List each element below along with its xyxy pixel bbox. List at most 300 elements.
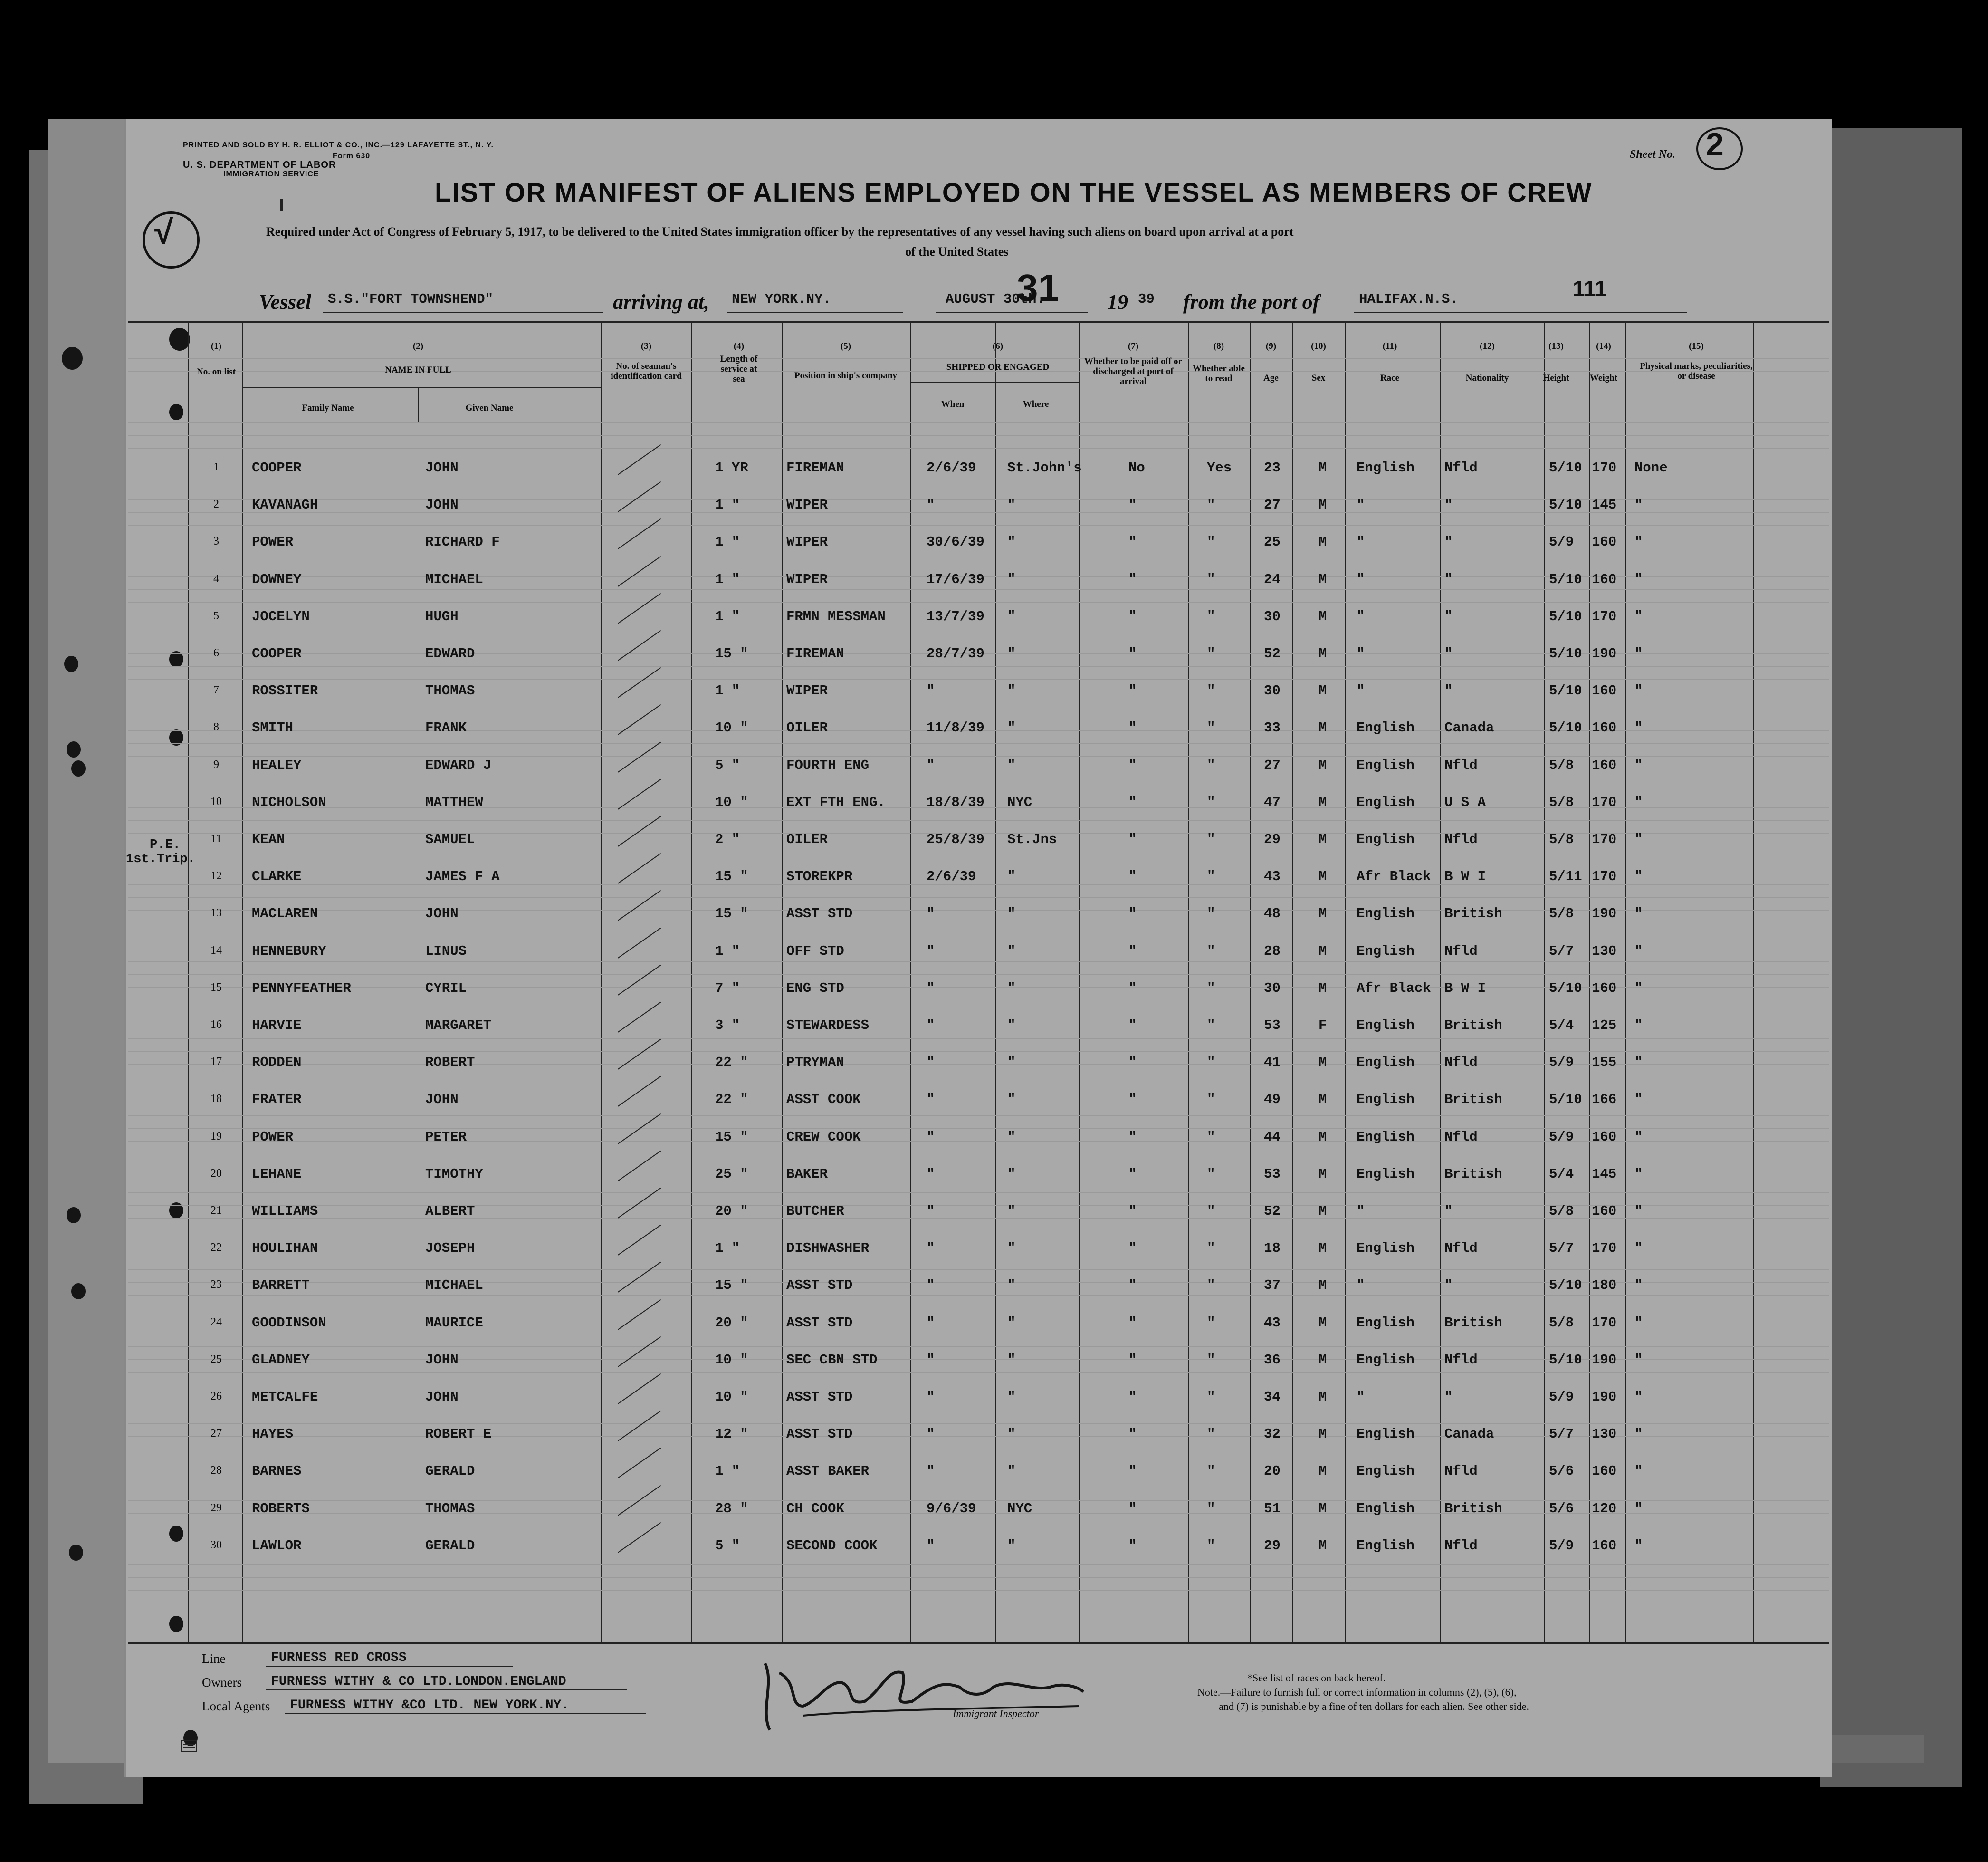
physical-marks-cell: "	[1634, 1129, 1643, 1145]
punch-hole	[62, 347, 83, 370]
nationality-cell: "	[1444, 572, 1453, 587]
family-name-cell: GOODINSON	[252, 1315, 326, 1331]
sex-cell: M	[1319, 980, 1327, 996]
family-name-cell: WILLIAMS	[252, 1203, 318, 1219]
given-name-cell: ALBERT	[425, 1203, 475, 1219]
punch-hole	[169, 328, 190, 351]
age-cell: 30	[1264, 609, 1281, 624]
row-number-cell: 27	[210, 1427, 222, 1440]
local-agents-label: Local Agents	[202, 1699, 270, 1713]
height-cell: 5/7	[1549, 943, 1574, 959]
length-of-service-cell: 1 "	[715, 1463, 740, 1479]
row-number-cell: 1	[213, 461, 219, 473]
weight-cell: 160	[1592, 1129, 1617, 1145]
sex-cell: M	[1319, 943, 1327, 959]
races-note: *See list of races on back hereof.	[1247, 1672, 1386, 1684]
age-cell: 44	[1264, 1129, 1281, 1145]
shipped-when-cell: "	[927, 1352, 935, 1368]
shipped-where-cell: St.Jns	[1007, 832, 1057, 847]
table-column-rule	[910, 323, 911, 1642]
shipped-when-cell: "	[927, 1240, 935, 1256]
height-cell: 5/8	[1549, 1203, 1574, 1219]
family-name-cell: KEAN	[252, 832, 285, 847]
paid-off-cell: "	[1128, 1315, 1137, 1331]
physical-marks-cell: "	[1634, 1277, 1643, 1293]
shipped-where-cell: St.John's	[1007, 460, 1082, 476]
ruled-line	[128, 602, 1829, 603]
position-cell: WIPER	[786, 497, 828, 513]
length-of-service-cell: 22 "	[715, 1055, 748, 1070]
family-name-cell: COOPER	[252, 460, 302, 476]
length-of-service-cell: 1 "	[715, 683, 740, 699]
race-cell: English	[1357, 1092, 1415, 1107]
physical-marks-cell: "	[1634, 497, 1643, 513]
given-name-cell: GERALD	[425, 1538, 475, 1554]
nationality-cell: Canada	[1444, 1426, 1494, 1442]
able-to-read-cell: "	[1207, 1017, 1215, 1033]
row-number-cell: 2	[213, 498, 219, 510]
given-name-cell: JAMES F A	[425, 869, 500, 884]
family-name-cell: POWER	[252, 534, 294, 550]
physical-marks-cell: "	[1634, 609, 1643, 624]
position-cell: OILER	[786, 720, 828, 736]
age-cell: 52	[1264, 646, 1281, 662]
paid-off-cell: "	[1128, 683, 1137, 699]
shipped-subheader-rule	[910, 382, 1079, 383]
given-name-cell: ROBERT	[425, 1055, 475, 1070]
able-to-read-cell: "	[1207, 646, 1215, 662]
race-cell: "	[1357, 1389, 1365, 1405]
race-cell: English	[1357, 1166, 1415, 1182]
given-name-cell: JOHN	[425, 1352, 459, 1368]
weight-cell: 130	[1592, 943, 1617, 959]
sex-cell: M	[1319, 609, 1327, 624]
shipped-where-cell: "	[1007, 1055, 1016, 1070]
nationality-cell: "	[1444, 609, 1453, 624]
length-of-service-cell: 12 "	[715, 1426, 748, 1442]
race-cell: English	[1357, 1240, 1415, 1256]
punch-hole	[169, 404, 183, 420]
family-name-cell: KAVANAGH	[252, 497, 318, 513]
ruled-line	[128, 1436, 1829, 1437]
weight-cell: 180	[1592, 1277, 1617, 1293]
able-to-read-cell: "	[1207, 1203, 1215, 1219]
shipped-when-cell: "	[927, 1426, 935, 1442]
shipped-when-cell: "	[927, 1538, 935, 1554]
paid-off-cell: "	[1128, 980, 1137, 996]
given-name-cell: RICHARD F	[425, 534, 500, 550]
ruled-line	[128, 1205, 1829, 1206]
ruled-line	[128, 884, 1829, 885]
family-name-cell: MACLAREN	[252, 906, 318, 921]
given-name-cell: FRANK	[425, 720, 467, 736]
shipped-where-cell: "	[1007, 1166, 1016, 1182]
physical-marks-cell: "	[1634, 1501, 1643, 1516]
weight-cell: 170	[1592, 1315, 1617, 1331]
ruled-line	[128, 1038, 1829, 1039]
row-number-cell: 3	[213, 535, 219, 547]
backing-sheet-right	[1820, 128, 1962, 1787]
paid-off-cell: "	[1128, 1501, 1137, 1516]
ruled-line	[128, 358, 1829, 359]
nationality-cell: "	[1444, 1277, 1453, 1293]
race-cell: English	[1357, 795, 1415, 810]
weight-cell: 170	[1592, 1240, 1617, 1256]
able-to-read-cell: "	[1207, 497, 1215, 513]
sex-cell: M	[1319, 1240, 1327, 1256]
family-name-cell: ROSSITER	[252, 683, 318, 699]
sex-cell: M	[1319, 534, 1327, 550]
shipped-when-cell: 30/6/39	[927, 534, 984, 550]
physical-marks-cell: "	[1634, 1166, 1643, 1182]
ruled-line	[128, 435, 1829, 436]
col-header-length-of-service: Length of service at sea	[720, 354, 758, 384]
ruled-line	[128, 1141, 1829, 1142]
col-num-8: (8)	[1213, 341, 1224, 351]
height-cell: 5/8	[1549, 906, 1574, 921]
table-column-rule	[1250, 323, 1251, 1642]
paid-off-cell: "	[1128, 1092, 1137, 1107]
margin-note-first-trip: 1st.Trip.	[126, 852, 195, 866]
shipped-when-cell: "	[927, 497, 935, 513]
punch-hole	[169, 1616, 183, 1632]
line-underline	[266, 1666, 513, 1667]
family-name-cell: HEALEY	[252, 758, 302, 773]
shipped-where-cell: "	[1007, 1538, 1016, 1554]
sex-cell: M	[1319, 1501, 1327, 1516]
position-cell: CH COOK	[786, 1501, 844, 1516]
physical-marks-cell: "	[1634, 646, 1643, 662]
length-of-service-cell: 10 "	[715, 720, 748, 736]
given-name-cell: GERALD	[425, 1463, 475, 1479]
weight-cell: 160	[1592, 758, 1617, 773]
length-of-service-cell: 5 "	[715, 758, 740, 773]
race-cell: "	[1357, 1277, 1365, 1293]
length-of-service-cell: 3 "	[715, 1017, 740, 1033]
nationality-cell: "	[1444, 534, 1453, 550]
able-to-read-cell: "	[1207, 1166, 1215, 1182]
age-cell: 48	[1264, 906, 1281, 921]
col-num-10: (10)	[1311, 341, 1326, 351]
col-header-sex: Sex	[1311, 373, 1326, 383]
paid-off-cell: No	[1128, 460, 1145, 476]
department-name: U. S. DEPARTMENT OF LABOR	[183, 160, 336, 170]
col-header-family-name: Family Name	[302, 403, 354, 413]
length-of-service-cell: 15 "	[715, 869, 748, 884]
punch-hole	[64, 656, 78, 672]
length-of-service-cell: 1 "	[715, 534, 740, 550]
col-header-where: Where	[1023, 399, 1049, 409]
table-column-rule	[1440, 323, 1441, 1642]
age-cell: 51	[1264, 1501, 1281, 1516]
physical-marks-cell: "	[1634, 1463, 1643, 1479]
race-cell: "	[1357, 609, 1365, 624]
age-cell: 24	[1264, 572, 1281, 587]
weight-cell: 125	[1592, 1017, 1617, 1033]
family-name-cell: BARRETT	[252, 1277, 310, 1293]
col-num-3: (3)	[640, 341, 652, 351]
shipped-when-cell: "	[927, 1055, 935, 1070]
col-num-1: (1)	[210, 341, 222, 351]
length-of-service-cell: 10 "	[715, 1389, 748, 1405]
shipped-when-cell: 11/8/39	[927, 720, 984, 736]
position-cell: SEC CBN STD	[786, 1352, 878, 1368]
family-name-cell: GLADNEY	[252, 1352, 310, 1368]
position-cell: OILER	[786, 832, 828, 847]
sheet-label: Sheet No.	[1630, 148, 1675, 161]
shipped-where-cell: "	[1007, 758, 1016, 773]
shipped-when-cell: 13/7/39	[927, 609, 984, 624]
physical-marks-cell: "	[1634, 1240, 1643, 1256]
paid-off-cell: "	[1128, 906, 1137, 921]
row-number-cell: 24	[210, 1316, 222, 1328]
shipped-where-cell: "	[1007, 720, 1016, 736]
length-of-service-cell: 28 "	[715, 1501, 748, 1516]
family-name-cell: METCALFE	[252, 1389, 318, 1405]
family-name-cell: DOWNEY	[252, 572, 302, 587]
weight-cell: 160	[1592, 1203, 1617, 1219]
row-number-cell: 22	[210, 1241, 222, 1254]
length-of-service-cell: 2 "	[715, 832, 740, 847]
able-to-read-cell: "	[1207, 1240, 1215, 1256]
row-number-cell: 13	[210, 907, 222, 919]
arriving-underline	[727, 312, 903, 313]
position-cell: ASST STD	[786, 906, 853, 921]
ruled-line	[128, 897, 1829, 898]
length-of-service-cell: 5 "	[715, 1538, 740, 1554]
ruled-line	[128, 1577, 1829, 1578]
race-cell: English	[1357, 943, 1415, 959]
position-cell: SECOND COOK	[786, 1538, 878, 1554]
nationality-cell: "	[1444, 1203, 1453, 1219]
sex-cell: M	[1319, 906, 1327, 921]
arrival-date: AUGUST 30th.	[946, 291, 1045, 307]
family-name-cell: JOCELYN	[252, 609, 310, 624]
shipped-when-cell: 2/6/39	[927, 460, 976, 476]
able-to-read-cell: "	[1207, 572, 1215, 587]
union-label-icon	[180, 1737, 199, 1756]
weight-cell: 166	[1592, 1092, 1617, 1107]
row-number-cell: 7	[213, 684, 219, 696]
able-to-read-cell: "	[1207, 1463, 1215, 1479]
table-column-rule	[1079, 323, 1080, 1642]
shipped-when-cell: "	[927, 1092, 935, 1107]
table-column-rule	[782, 323, 783, 1642]
shipped-when-cell: 17/6/39	[927, 572, 984, 587]
race-cell: "	[1357, 1203, 1365, 1219]
col-num-4: (4)	[733, 341, 745, 351]
punch-hole	[69, 1545, 83, 1561]
nationality-cell: Nfld	[1444, 1129, 1478, 1145]
row-number-cell: 11	[210, 833, 222, 845]
shipped-when-cell: "	[927, 1389, 935, 1405]
ruled-line	[128, 910, 1829, 911]
shipped-where-cell: "	[1007, 1092, 1016, 1107]
height-cell: 5/8	[1549, 758, 1574, 773]
position-cell: DISHWASHER	[786, 1240, 870, 1256]
able-to-read-cell: "	[1207, 980, 1215, 996]
service-name: IMMIGRATION SERVICE	[223, 170, 319, 178]
age-cell: 36	[1264, 1352, 1281, 1368]
weight-cell: 160	[1592, 534, 1617, 550]
length-of-service-cell: 1 "	[715, 609, 740, 624]
height-cell: 5/10	[1549, 460, 1582, 476]
row-number-cell: 14	[210, 944, 222, 957]
paid-off-cell: "	[1128, 943, 1137, 959]
length-of-service-cell: 15 "	[715, 906, 748, 921]
punch-hole	[67, 741, 81, 758]
sex-cell: M	[1319, 1129, 1327, 1145]
paid-off-cell: "	[1128, 609, 1137, 624]
ruled-line	[128, 1269, 1829, 1270]
table-bottom-border	[128, 1642, 1829, 1644]
family-name-cell: POWER	[252, 1129, 294, 1145]
row-number-cell: 10	[210, 796, 222, 808]
position-cell: ASST BAKER	[786, 1463, 870, 1479]
row-number-cell: 16	[210, 1018, 222, 1031]
row-number-cell: 29	[210, 1502, 222, 1514]
given-name-cell: HUGH	[425, 609, 459, 624]
from-port-underline	[1354, 312, 1687, 313]
given-name-cell: JOSEPH	[425, 1240, 475, 1256]
shipped-when-cell: 28/7/39	[927, 646, 984, 662]
local-agents-underline	[285, 1713, 646, 1714]
sex-cell: M	[1319, 1277, 1327, 1293]
race-cell: Afr Black	[1357, 980, 1431, 996]
arriving-label: arriving at,	[613, 290, 709, 314]
paid-off-cell: "	[1128, 572, 1137, 587]
race-cell: "	[1357, 497, 1365, 513]
printer-line: PRINTED AND SOLD BY H. R. ELLIOT & CO., INC.—129 LAFAYETTE ST., N. Y.	[183, 141, 494, 149]
check-mark: √	[154, 213, 173, 251]
paid-off-cell: "	[1128, 497, 1137, 513]
age-cell: 23	[1264, 460, 1281, 476]
row-number-cell: 4	[213, 573, 219, 585]
page-fold	[48, 119, 133, 1763]
nationality-cell: B W I	[1444, 869, 1486, 884]
nationality-cell: British	[1444, 1166, 1502, 1182]
race-cell: English	[1357, 832, 1415, 847]
row-number-cell: 28	[210, 1464, 222, 1477]
age-cell: 43	[1264, 869, 1281, 884]
nationality-cell: British	[1444, 1315, 1502, 1331]
ruled-line	[128, 1128, 1829, 1129]
sheet-number: 2	[1706, 126, 1724, 163]
col-num-14: (14)	[1596, 341, 1611, 351]
col-header-age: Age	[1263, 373, 1279, 383]
able-to-read-cell: "	[1207, 758, 1215, 773]
weight-cell: 155	[1592, 1055, 1617, 1070]
paid-off-cell: "	[1128, 1277, 1137, 1293]
paid-off-cell: "	[1128, 646, 1137, 662]
physical-marks-cell: "	[1634, 1017, 1643, 1033]
race-cell: English	[1357, 758, 1415, 773]
col-header-able-to-read: Whether able to read	[1193, 364, 1245, 384]
weight-cell: 160	[1592, 720, 1617, 736]
paid-off-cell: "	[1128, 534, 1137, 550]
inspector-caption: Immigrant Inspector	[953, 1708, 1039, 1719]
nationality-cell: Nfld	[1444, 1055, 1478, 1070]
weight-cell: 190	[1592, 906, 1617, 921]
shipped-where-cell: "	[1007, 1463, 1016, 1479]
weight-cell: 130	[1592, 1426, 1617, 1442]
position-cell: FOURTH ENG	[786, 758, 870, 773]
table-column-rule	[1345, 323, 1346, 1642]
paid-off-cell: "	[1128, 1017, 1137, 1033]
age-cell: 29	[1264, 832, 1281, 847]
able-to-read-cell: "	[1207, 683, 1215, 699]
able-to-read-cell: "	[1207, 943, 1215, 959]
physical-marks-cell: "	[1634, 1092, 1643, 1107]
row-number-cell: 25	[210, 1353, 222, 1365]
ruled-line	[128, 1346, 1829, 1347]
sex-cell: M	[1319, 646, 1327, 662]
race-cell: Afr Black	[1357, 869, 1431, 884]
sex-cell: M	[1319, 1166, 1327, 1182]
col-header-no-on-list: No. on list	[197, 367, 236, 377]
ruled-line	[128, 422, 1829, 423]
age-cell: 37	[1264, 1277, 1281, 1293]
shipped-where-cell: NYC	[1007, 795, 1032, 810]
from-port-label: from the port of	[1183, 290, 1320, 314]
shipped-where-cell: "	[1007, 1240, 1016, 1256]
manifest-subtitle-cont: of the United States	[905, 245, 1009, 259]
position-cell: STOREKPR	[786, 869, 853, 884]
able-to-read-cell: "	[1207, 795, 1215, 810]
ruled-line	[128, 1564, 1829, 1565]
weight-cell: 170	[1592, 869, 1617, 884]
year-suffix: 39	[1138, 291, 1155, 307]
height-cell: 5/10	[1549, 497, 1582, 513]
col-header-given-name: Given Name	[465, 403, 514, 413]
table-column-rule	[691, 323, 692, 1642]
height-cell: 5/9	[1549, 1055, 1574, 1070]
length-of-service-cell: 1 YR	[715, 460, 748, 476]
ruled-line	[128, 1295, 1829, 1296]
paid-off-cell: "	[1128, 1463, 1137, 1479]
shipped-where-cell: "	[1007, 572, 1016, 587]
ruled-line	[128, 679, 1829, 680]
shipped-where-cell: "	[1007, 1352, 1016, 1368]
row-number-cell: 23	[210, 1278, 222, 1291]
reference-number: 111	[1573, 276, 1607, 301]
position-cell: BAKER	[786, 1166, 828, 1182]
nationality-cell: "	[1444, 683, 1453, 699]
position-cell: CREW COOK	[786, 1129, 861, 1145]
shipped-where-cell: "	[1007, 906, 1016, 921]
nationality-cell: "	[1444, 1389, 1453, 1405]
vessel-name: S.S."FORT TOWNSHEND"	[328, 291, 494, 307]
shipped-when-cell: "	[927, 1463, 935, 1479]
col-header-id-card: No. of seaman's identification card	[611, 361, 682, 381]
race-cell: English	[1357, 1501, 1415, 1516]
weight-cell: 190	[1592, 646, 1617, 662]
physical-marks-cell: "	[1634, 869, 1643, 884]
shipped-where-cell: "	[1007, 683, 1016, 699]
family-name-cell: BARNES	[252, 1463, 302, 1479]
nationality-cell: Canada	[1444, 720, 1494, 736]
family-name-cell: LEHANE	[252, 1166, 302, 1182]
age-cell: 47	[1264, 795, 1281, 810]
family-name-cell: CLARKE	[252, 869, 302, 884]
col-header-when: When	[941, 399, 965, 409]
race-cell: English	[1357, 1426, 1415, 1442]
given-name-cell: JOHN	[425, 460, 459, 476]
sex-cell: M	[1319, 795, 1327, 810]
owners-value: FURNESS WITHY & CO LTD.LONDON.ENGLAND	[271, 1674, 566, 1689]
position-cell: WIPER	[786, 572, 828, 587]
height-cell: 5/10	[1549, 1277, 1582, 1293]
